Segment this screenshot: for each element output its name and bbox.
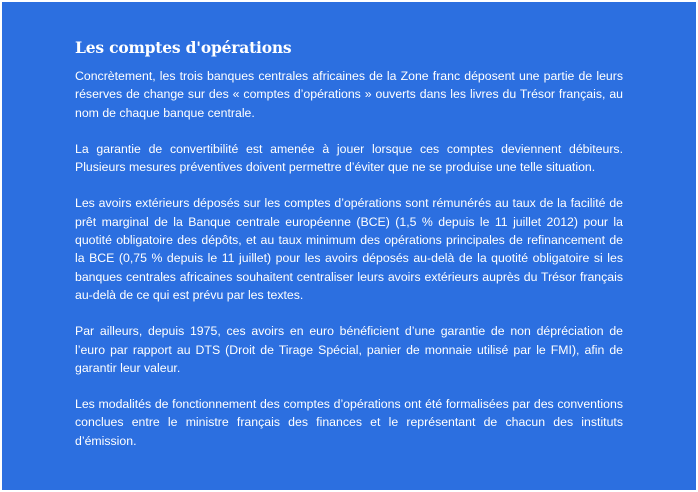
- paragraph-3: Les avoirs extérieurs déposés sur les comptes d’opérations sont rémunérés au taux de la facilité de prêt marginal de la Banque centrale européenne (BCE) (1,5 % depuis le 11 juillet 2012) pour la quotité obligatoire des dépôts, et au taux minimum des opérations principales de refinancement de la BCE (0,75 % depuis le 11 juillet) pour les avoirs déposés au-delà de la quotité obligatoire si les banques centrales africaines souhaitent centraliser leurs avoirs extérieurs auprès du Trésor français au-delà de ce qui est prévu par les textes.: [75, 196, 623, 302]
- paragraph-2: La garantie de convertibilité est amenée à jouer lorsque ces comptes deviennent débiteurs. Plusieurs mesures préventives doivent permettre d’éviter que ne se produise une telle situation.: [75, 141, 623, 175]
- info-panel: [2, 2, 696, 490]
- section-title: Les comptes d'opérations: [75, 38, 292, 57]
- paragraph-1: Concrètement, les trois banques centrales africaines de la Zone franc déposent une partie de leurs réserves de change sur des « comptes d’opérations » ouverts dans les livres du Trésor français, au nom de chaque banque centrale.: [75, 69, 623, 120]
- paragraph-4: Par ailleurs, depuis 1975, ces avoirs en euro bénéficient d’une garantie de non dépréciation de l’euro par rapport au DTS (Droit de Tirage Spécial, panier de monnaie utilisé par le FMI), afin de garantir leur valeur.: [75, 324, 623, 375]
- paragraph-5: Les modalités de fonctionnement des comptes d’opérations ont été formalisées par des conventions conclues entre le ministre français des finances et le représentant de chacun des instituts d’émission.: [75, 397, 623, 448]
